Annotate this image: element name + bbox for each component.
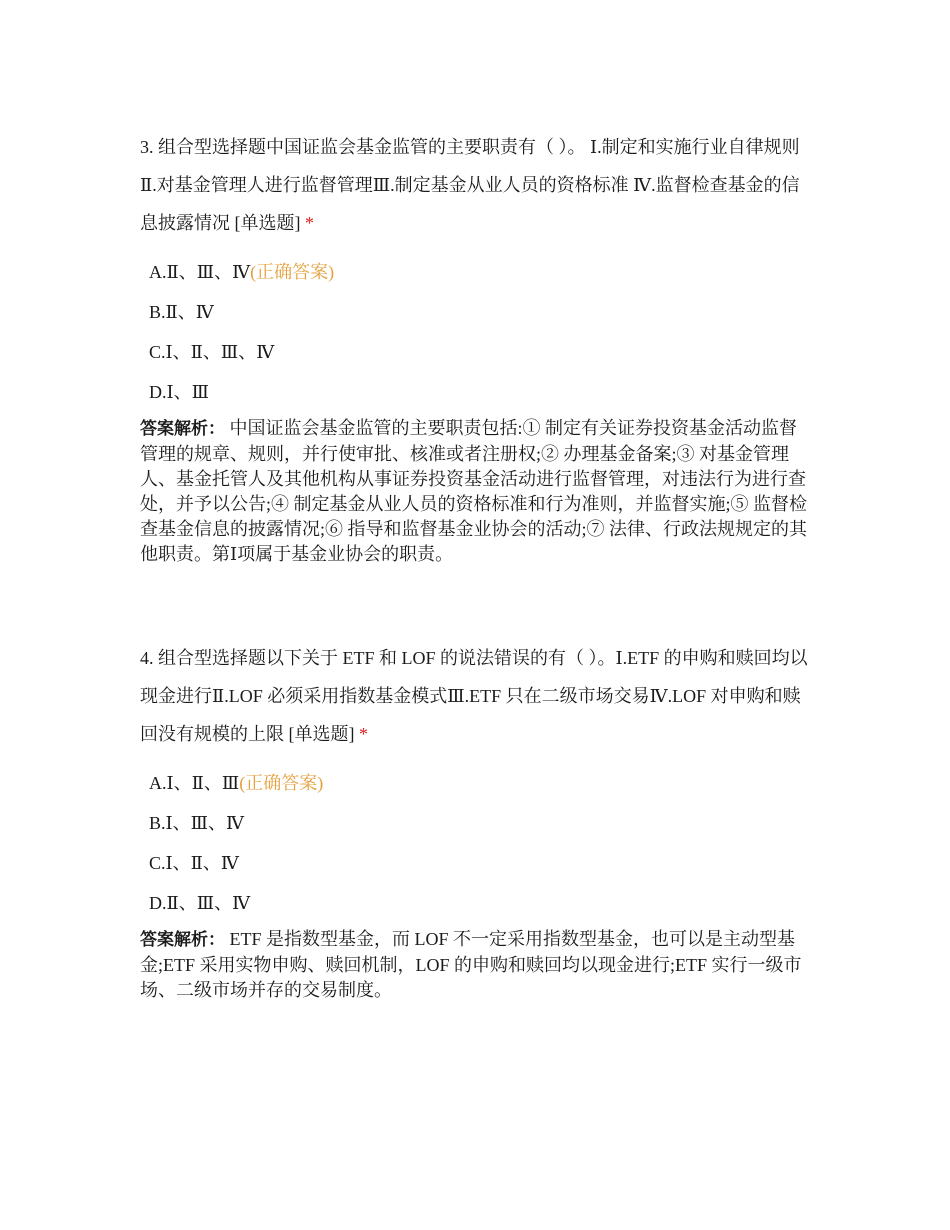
option-text: D.Ⅰ、Ⅲ <box>149 382 209 402</box>
option-b[interactable] <box>149 292 812 332</box>
option-text: B.Ⅱ、Ⅳ <box>149 302 214 322</box>
document-page <box>140 128 812 1003</box>
required-star: * <box>305 213 314 233</box>
option-d[interactable] <box>149 883 812 923</box>
option-list <box>140 252 812 412</box>
analysis-text: ETF 是指数型基金，而 LOF 不一定采用指数型基金，也可以是主动型基金;ETF 采用实物申购、赎回机制，LOF 的申购和赎回均以现金进行;ETF 实行一级市场、二级市场并存的交易制度。 <box>140 929 802 1000</box>
answer-analysis <box>140 416 812 567</box>
option-d[interactable] <box>149 372 812 412</box>
correct-answer-tag: (正确答案) <box>250 262 335 282</box>
analysis-label: 答案解析： <box>140 930 225 950</box>
question-title <box>140 128 812 242</box>
option-text: A.Ⅰ、Ⅱ、Ⅲ <box>149 773 240 793</box>
option-text: A.Ⅱ、Ⅲ、Ⅳ <box>149 262 251 282</box>
question-title-text: 3. 组合型选择题中国证监会基金监管的主要职责有（ ）。 Ⅰ.制定和实施行业自律规则 Ⅱ.对基金管理人进行监督管理Ⅲ.制定基金从业人员的资格标准 Ⅳ.监督检查基金的信息披露情况 [单选题] <box>140 137 800 233</box>
option-text: B.Ⅰ、Ⅲ、Ⅳ <box>149 813 244 833</box>
analysis-label: 答案解析： <box>140 419 225 439</box>
option-text: C.Ⅰ、Ⅱ、Ⅳ <box>149 853 239 873</box>
option-a[interactable] <box>149 252 812 292</box>
answer-analysis <box>140 927 812 1003</box>
question-title-text: 4. 组合型选择题以下关于 ETF 和 LOF 的说法错误的有（ ）。Ⅰ.ETF 的申购和赎回均以现金进行Ⅱ.LOF 必须采用指数基金模式Ⅲ.ETF 只在二级市场交易Ⅳ.LOF 对申购和赎回没有规模的上限 [单选题] <box>140 648 808 744</box>
correct-answer-tag: (正确答案) <box>239 773 324 793</box>
question-4 <box>140 639 812 1003</box>
option-text: C.Ⅰ、Ⅱ、Ⅲ、Ⅳ <box>149 342 275 362</box>
analysis-text: 中国证监会基金监管的主要职责包括:① 制定有关证券投资基金活动监督管理的规章、规则，并行使审批、核准或者注册权;② 办理基金备案;③ 对基金管理人、基金托管人及其他机构从事证券投资基金活动进行监督管理，对违法行为进行查处，并予以公告;④ 制定基金从业人员的资格标准和行为准则，并监督实施;⑤ 监督检查基金信息的披露情况;⑥ 指导和监督基金业协会的活动;⑦ 法律、行政法规规定的其他职责。第Ⅰ项属于基金业协会的职责。 <box>140 418 807 564</box>
option-c[interactable] <box>149 332 812 372</box>
question-title <box>140 639 812 753</box>
required-star: * <box>359 724 368 744</box>
question-3 <box>140 128 812 567</box>
option-text: D.Ⅱ、Ⅲ、Ⅳ <box>149 893 251 913</box>
option-list <box>140 763 812 923</box>
option-a[interactable] <box>149 763 812 803</box>
option-b[interactable] <box>149 803 812 843</box>
option-c[interactable] <box>149 843 812 883</box>
